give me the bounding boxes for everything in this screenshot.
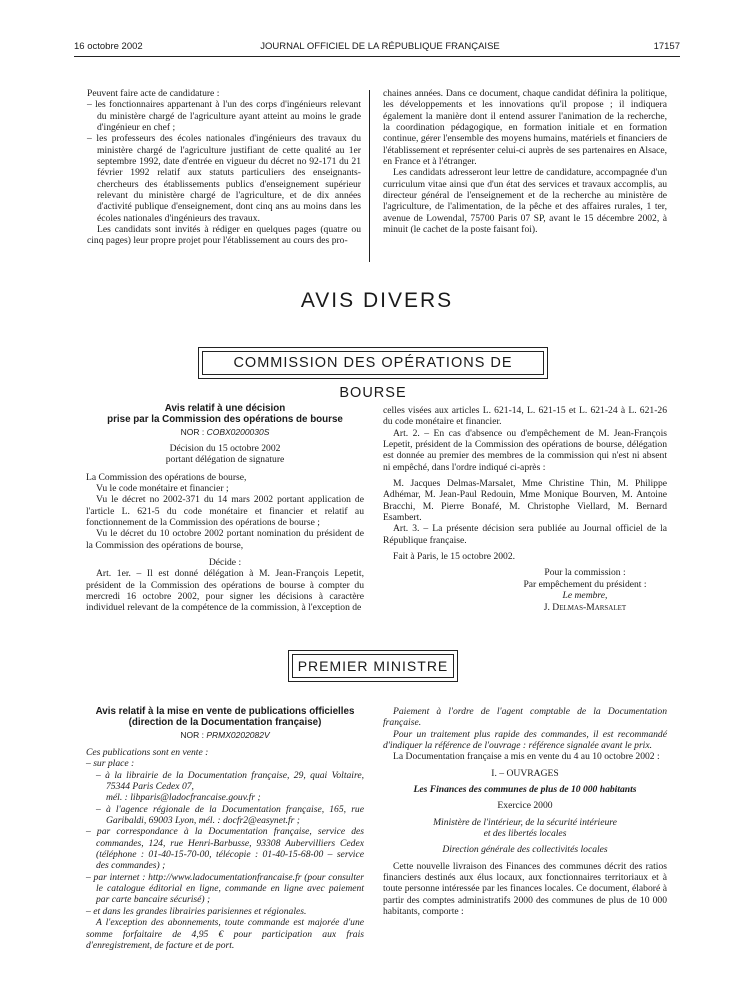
members-list: M. Jacques Delmas-Marsalet, Mme Christine Thin, M. Philippe Adhémar, M. Jean-Paul Redouin, Mme Monique Bourven, M. Antoine Bracchi, M. Pierre Bonafé, M. Christophe Viellard, M. Bernard Esambert. [383,478,667,524]
paragraph: celles visées aux articles L. 621-14, L. 621-15 et L. 621-24 à L. 621-26 du code monétaire et financier. [383,405,667,428]
header-date: 16 octobre 2002 [74,41,143,52]
paragraph: chaines années. Dans ce document, chaque candidat définira la politique, les développements et les innovations qu'il propose ; il indiquera également la manière dont il entend assurer l'animation de la recherche, la coordination pédagogique, en formation initiale et en formation continue, gérer l'ensemble des moyens humains, matériels et financiers de l'établissement et représenter celui-ci auprès de ses partenaires en Alsace, en France et à l'étranger. [383,88,667,168]
pm-section-box [288,650,458,682]
pm-title-line-2: (direction de la Documentation française) [128,717,322,728]
pm-left-column [86,706,364,951]
list-item: – par internet : http://www.ladocumentationfrancaise.fr (pour consulter le catalogue éditorial en ligne, commande en ligne avec paiement par carte bancaire sécurisé) ; [86,871,364,906]
list-item: – à la librairie de la Documentation française, 29, quai Voltaire, 75344 Paris Cedex 07, [96,769,364,793]
sig-line-3: Le membre, [562,590,608,602]
direction-label: Direction générale des collectivités locales [442,844,608,856]
pm-nor-reference [86,730,364,740]
paragraph: Ces publications sont en vente : [86,747,209,758]
list-item: – à l'agence régionale de la Documentation française, 165, rue Garibaldi, 69003 Lyon, mél. : docfr2@easynet.fr ; [96,803,364,827]
pm-right-column [383,706,667,918]
header-rule [74,56,680,57]
cob-nor-reference [86,427,364,437]
cob-section-box [198,347,548,401]
section-label: I. – OUVRAGES [491,767,559,779]
nor-code: PRMX0202082V [206,730,270,740]
book-title: Les Finances des communes de plus de 10 000 habitants [413,784,637,796]
column-bracket [368,90,370,262]
top-right-column [383,88,667,235]
section-heading-avis-divers: AVIS DIVERS [300,289,454,312]
cob-box-title: COMMISSION DES OPÉRATIONS DE BOURSE [233,355,513,401]
pm-title-line-1: Avis relatif à la mise en vente de publications officielles [95,706,355,717]
cob-title-line-2: prise par la Commission des opérations de bourse [107,414,343,425]
sig-line-2: Par empêchement du président : [523,578,647,590]
paragraph: Vu le décret no 2002-371 du 14 mars 2002 portant application de l'article L. 621-5 du code monétaire et financier et relatif au fonctionnement de la Commission des opérations de bourse ; [86,494,364,529]
paragraph: Paiement à l'ordre de l'agent comptable de la Documentation française. [383,706,667,729]
paragraph: Pour un traitement plus rapide des commandes, il est recommandé d'indiquer la référence de l'ouvrage : référence signalée avant le prix. [383,728,667,752]
list-item: – et dans les grandes librairies parisiennes et régionales. [86,905,307,917]
paragraph: Les candidats adresseront leur lettre de candidature, accompagnée d'un curriculum vitae ainsi que d'un état des services et travaux accomplis, au directeur général de l'enseignement et de la recherche au ministère de l'agriculture, de l'alimentation, de la pêche et des affaires rurales, 1 ter, avenue de Lowendal, 75700 Paris 07 SP, avant le 15 décembre 2002, à minuit (le cachet de la poste faisant foi). [383,167,667,236]
nor-code: COBX0200030S [206,427,270,437]
list-item: – sur place : [86,758,135,770]
cob-left-column [86,403,364,614]
paragraph: La Documentation française a mis en vente du 4 au 10 octobre 2002 : [393,751,660,763]
sig-line-1: Pour la commission : [544,567,626,579]
ministry-line-2: et des libertés locales [483,828,567,840]
paragraph: A l'exception des abonnements, toute commande est majorée d'une somme forfaitaire de 4,95 € pour participation aux frais d'enregistrement, de facture et de port. [86,917,364,951]
article-3: Art. 3. – La présente décision sera publiée au Journal officiel de la République française. [383,523,667,546]
cob-right-column [383,405,667,613]
article-2: Art. 2. – En cas d'absence ou d'empêchement de M. Jean-François Lepetit, président de la Commission des opérations de bourse, délégation est donnée au premier des membres de la commission qui n'est ni absent ni empêché, dans l'ordre indiqué ci-après : [383,427,667,473]
paragraph: Peuvent faire acte de candidature : [87,88,220,99]
paragraph: Cette nouvelle livraison des Finances des communes décrit des ratios financiers destinés aux élus locaux, aux fonctionnaires territoriaux et à toute personne intéressée par les finances locales. Ce document, élaboré à partir des comptes administratifs 2000 des communes de plus de 10 000 habitants, comporte : [383,860,667,918]
email-line: mél. : libparis@ladocfrancaise.gouv.fr ; [106,792,261,804]
nor-label: NOR : [180,730,204,740]
pm-box-title: PREMIER MINISTRE [297,658,449,674]
top-left-column [87,88,361,247]
header-page-number: 17157 [653,41,680,52]
ministry-line-1: Ministère de l'intérieur, de la sécurité intérieure [433,816,617,828]
paragraph: La Commission des opérations de bourse, [86,471,247,483]
list-item: – les fonctionnaires appartenant à l'un des corps d'ingénieurs relevant du ministère chargé de l'agriculture ayant atteint au moins le grade d'ingénieur en chef ; [87,99,361,134]
list-item: – par correspondance à la Documentation française, service des commandes, 124, rue Henri-Barbusse, 93308 Aubervilliers Cedex (téléphone : 01-40-15-70-00, télécopie : 01-40-15-68-00 – service des commandes) ; [86,826,364,872]
signature-date: Fait à Paris, le 15 octobre 2002. [393,551,516,563]
sig-name: J. Delmas-Marsalet [543,601,627,613]
cob-decision-line-1: Décision du 15 octobre 2002 [169,443,281,454]
list-item: – les professeurs des écoles nationales d'ingénieurs des travaux du ministère chargé de l'agriculture justifiant de cette qualité au 1er septembre 1992, date d'entrée en vigueur du décret no 92-171 du 21 février 1992 relatif aux statuts particuliers des enseignants-chercheurs des établissements publics d'enseignement supérieur relevant du ministère chargé de l'agriculture, et de dix années d'activité publique d'enseignement, dont cinq ans au moins dans les écoles nationales d'ingénieurs des travaux. [87,133,361,224]
cob-title-line-1: Avis relatif à une décision [164,403,286,414]
paragraph: Vu le décret du 10 octobre 2002 portant nomination du président de la Commission des opérations de bourse, [86,528,364,551]
article-1: Art. 1er. – Il est donné délégation à M. Jean-François Lepetit, président de la Commission des opérations de bourse à compter du mercredi 16 octobre 2002, pour signer les décisions à caractère individuel relevant de la compétence de la commission, à l'exception de [86,568,364,614]
nor-label: NOR : [180,427,205,437]
paragraph: Les candidats sont invités à rédiger en quelques pages (quatre ou cinq pages) leur propre projet pour l'établissement au cours des pro- [87,224,361,247]
decide-label: Décide : [208,557,242,569]
paragraph: Vu le code monétaire et financier ; [96,483,229,495]
cob-decision-line-2: portant délégation de signature [165,454,285,466]
exercice-label: Exercice 2000 [497,800,553,812]
header-journal-title: JOURNAL OFFICIEL DE LA RÉPUBLIQUE FRANÇAISE [260,41,500,52]
